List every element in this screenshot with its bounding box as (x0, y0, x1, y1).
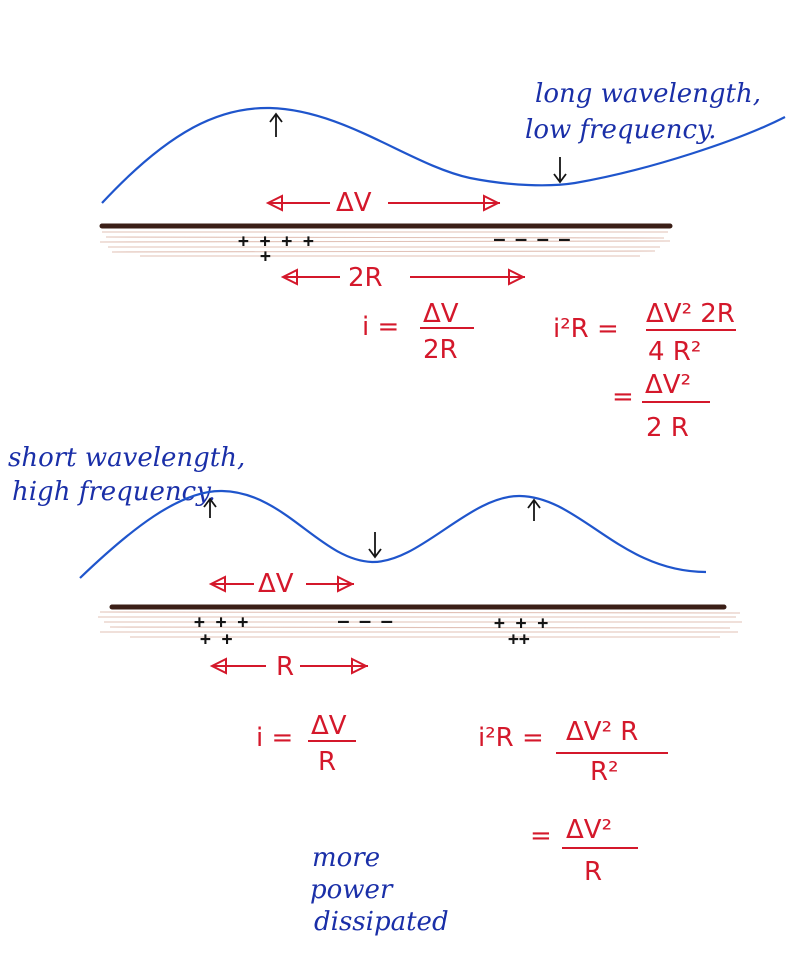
top-note-line2: low frequency. (525, 115, 717, 145)
bottom-positive-charges-left-row1: + + + (194, 612, 249, 633)
bottom-power-numerator: ΔV² R (566, 717, 639, 747)
top-result-numerator: ΔV² (645, 370, 691, 400)
bottom-power-result (530, 815, 638, 887)
bottom-wave (80, 491, 706, 578)
bottom-current-equation (256, 711, 356, 777)
bottom-result-denominator: R (584, 857, 603, 887)
bottom-power-lhs: i²R = (478, 723, 544, 753)
conclusion-line2: power (310, 875, 393, 905)
bottom-note-line2: high frequency. (12, 477, 216, 507)
top-power-numerator: ΔV² 2R (646, 299, 735, 329)
bottom-power-equation (478, 717, 668, 787)
top-resistance-label: 2R (348, 263, 383, 293)
top-result-lhs: = (612, 382, 634, 412)
top-negative-charges: – – – – (494, 229, 570, 250)
top-current-denominator: 2R (423, 335, 458, 365)
top-power-equation (553, 299, 736, 367)
conclusion-line1: more (312, 843, 381, 873)
top-result-denominator: 2 R (646, 413, 689, 443)
top-current-lhs: i = (362, 312, 400, 342)
top-power-denominator: 4 R² (648, 337, 702, 367)
bottom-current-lhs: i = (256, 723, 294, 753)
top-note-line1: long wavelength, (535, 79, 762, 109)
top-up-arrow (270, 114, 282, 137)
bottom-conclusion (310, 843, 449, 937)
bottom-result-lhs: = (530, 821, 552, 851)
top-resistance-arrow (283, 270, 525, 284)
top-positive-charges: + + + + (238, 231, 314, 252)
bottom-note-line1: short wavelength, (8, 443, 246, 473)
top-power-result (612, 370, 710, 443)
top-delta-v-label: ΔV (336, 188, 372, 218)
conclusion-line3: dissipated (314, 907, 449, 937)
bottom-delta-v-label: ΔV (258, 569, 294, 599)
bottom-resistance-label: R (276, 652, 295, 682)
bottom-power-denominator: R² (590, 757, 619, 787)
bottom-positive-charges-right-row2: ++ (508, 629, 530, 650)
bottom-current-numerator: ΔV (311, 711, 347, 741)
bottom-up-arrow-right (528, 500, 540, 521)
bottom-panel (8, 443, 742, 937)
top-current-equation (362, 299, 474, 365)
top-down-arrow (554, 157, 566, 182)
top-panel (100, 79, 785, 443)
bottom-positive-charges-left-row2: + + (200, 629, 233, 650)
top-delta-v-arrow (268, 196, 500, 210)
top-positive-charge-extra: + (260, 246, 271, 267)
bottom-positive-charges-right-row1: + + + (494, 613, 549, 634)
top-power-lhs: i²R = (553, 314, 619, 344)
bottom-down-arrow (369, 532, 381, 557)
bottom-result-numerator: ΔV² (566, 815, 612, 845)
bottom-current-denominator: R (318, 747, 337, 777)
top-current-numerator: ΔV (423, 299, 459, 329)
bottom-negative-charges: – – – (338, 611, 393, 632)
top-ground-shading (100, 232, 670, 256)
